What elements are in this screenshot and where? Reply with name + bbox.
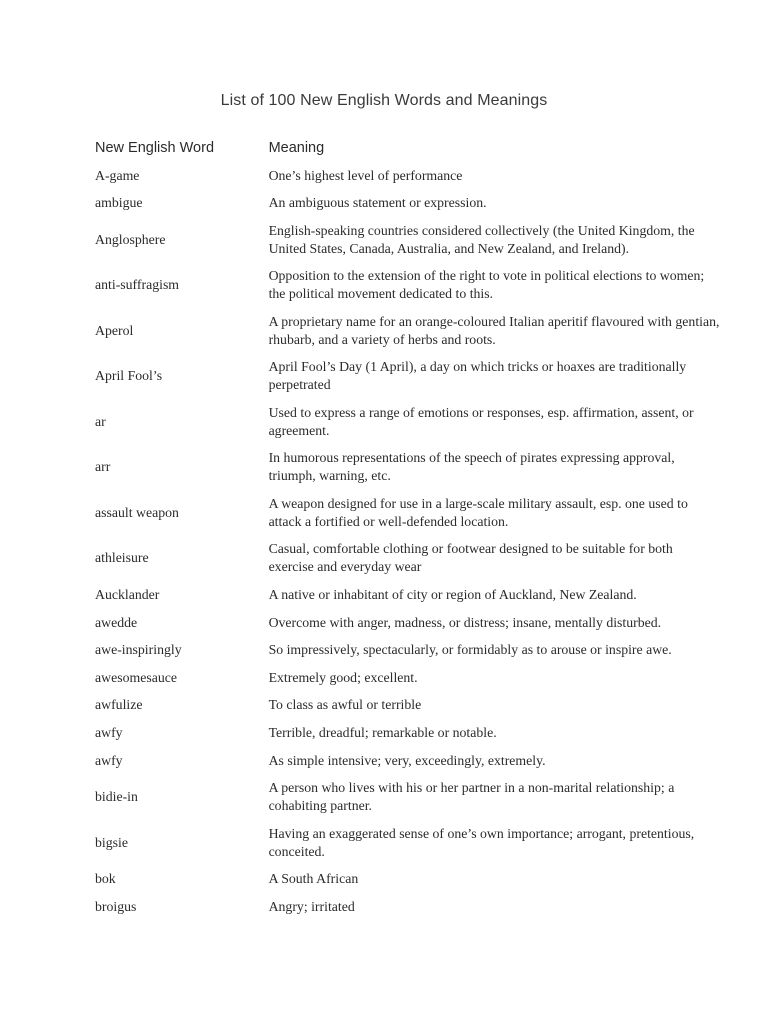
table-row xyxy=(88,536,728,582)
table-header-row xyxy=(88,134,728,162)
meaning-cell: So impressively, spectacularly, or formidably as to arouse or inspire awe. xyxy=(268,642,672,658)
table-row xyxy=(88,893,728,921)
meaning-cell: A proprietary name for an orange-coloured Italian aperitif flavoured with gentian, rhubarb, and a variety of herbs and roots. xyxy=(268,313,720,347)
meaning-cell: A person who lives with his or her partner in a non-marital relationship; a cohabiting partner. xyxy=(268,780,675,814)
table-row xyxy=(88,747,728,775)
meaning-cell: A South African xyxy=(268,871,359,887)
table-row xyxy=(88,490,728,536)
page-title: List of 100 New English Words and Meanings xyxy=(220,92,548,109)
word-cell: awfy xyxy=(95,724,123,740)
table-row xyxy=(88,263,728,309)
table-row xyxy=(88,609,728,637)
table-body xyxy=(88,162,728,921)
table-row xyxy=(88,399,728,445)
meaning-cell: A native or inhabitant of city or region of Auckland, New Zealand. xyxy=(268,586,637,602)
table-row xyxy=(88,162,728,190)
meaning-cell: English-speaking countries considered collectively (the United Kingdom, the United States, Canada, Australia, and New Zealand, and Ireland). xyxy=(268,222,695,256)
meaning-cell: In humorous representations of the speech of pirates expressing approval, triumph, warning, etc. xyxy=(268,450,675,484)
word-cell: bidie-in xyxy=(95,789,138,805)
meaning-cell: Extremely good; excellent. xyxy=(268,669,418,685)
word-cell: athleisure xyxy=(95,550,149,566)
word-cell: awfy xyxy=(95,752,123,768)
meaning-cell: Having an exaggerated sense of one’s own importance; arrogant, pretentious, conceited. xyxy=(268,825,695,859)
word-cell: Aperol xyxy=(95,322,134,338)
word-cell: broigus xyxy=(95,898,137,914)
word-cell: anti-suffragism xyxy=(95,277,180,293)
column-header-word: New English Word xyxy=(95,140,215,156)
word-cell: ambigue xyxy=(95,195,143,211)
table-row xyxy=(88,308,728,354)
table-row xyxy=(88,445,728,491)
meaning-cell: April Fool’s Day (1 April), a day on which tricks or hoaxes are traditionally perpetrated xyxy=(268,359,687,393)
meaning-cell: Overcome with anger, madness, or distress; insane, mentally disturbed. xyxy=(268,614,662,630)
word-cell: assault weapon xyxy=(95,504,179,520)
meaning-cell: As simple intensive; very, exceedingly, extremely. xyxy=(268,752,546,768)
word-cell: arr xyxy=(95,459,111,475)
meaning-cell: An ambiguous statement or expression. xyxy=(268,195,487,211)
meaning-cell: Used to express a range of emotions or responses, esp. affirmation, assent, or agreement. xyxy=(268,404,694,438)
word-cell: Aucklander xyxy=(95,586,160,602)
word-cell: ar xyxy=(95,413,106,429)
word-cell: awesomesauce xyxy=(95,669,177,685)
meaning-cell: To class as awful or terrible xyxy=(268,697,422,713)
table-row xyxy=(88,774,728,820)
meaning-cell: Angry; irritated xyxy=(268,898,355,914)
meaning-cell: Opposition to the extension of the right to vote in political elections to women; the political movement dedicated to this. xyxy=(268,268,705,302)
word-cell: Anglosphere xyxy=(95,231,166,247)
table-row xyxy=(88,581,728,609)
table-row xyxy=(88,636,728,664)
word-cell: bok xyxy=(95,871,116,887)
meaning-cell: One’s highest level of performance xyxy=(268,167,463,183)
word-cell: awe-inspiringly xyxy=(95,642,182,658)
meaning-cell: Casual, comfortable clothing or footwear designed to be suitable for both exercise and everyday wear xyxy=(268,541,673,575)
table-row xyxy=(88,354,728,400)
word-cell: awfulize xyxy=(95,697,143,713)
table-row xyxy=(88,664,728,692)
words-table xyxy=(88,134,728,921)
meaning-cell: Terrible, dreadful; remarkable or notable. xyxy=(268,724,497,740)
word-cell: April Fool’s xyxy=(95,368,163,384)
table-row xyxy=(88,820,728,866)
meaning-cell: A weapon designed for use in a large-scale military assault, esp. one used to attack a fortified or well-defended location. xyxy=(268,495,688,529)
column-header-meaning: Meaning xyxy=(268,140,325,156)
table-row xyxy=(88,719,728,747)
table-row xyxy=(88,692,728,720)
word-cell: bigsie xyxy=(95,834,128,850)
word-cell: A-game xyxy=(95,167,140,183)
table-row xyxy=(88,865,728,893)
table-row xyxy=(88,217,728,263)
table-row xyxy=(88,190,728,218)
word-cell: awedde xyxy=(95,614,138,630)
